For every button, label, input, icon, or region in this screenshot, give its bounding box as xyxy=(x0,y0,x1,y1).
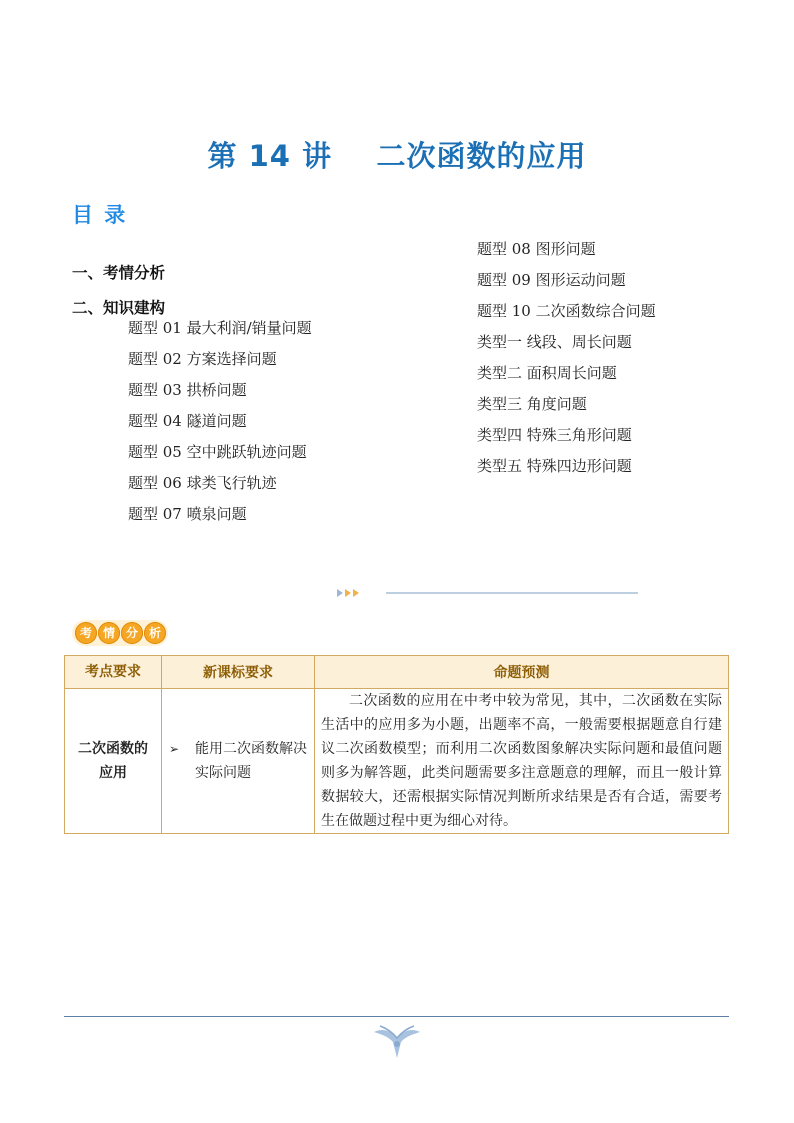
section-divider xyxy=(80,586,640,600)
arrow-icon xyxy=(337,589,343,597)
toc-item[interactable]: 题型 05 空中跳跃轨迹问题 xyxy=(128,443,307,461)
exam-analysis-badge xyxy=(72,620,168,646)
header-curriculum: 新课标要求 xyxy=(162,656,315,689)
toc-section-analysis[interactable]: 一、考情分析 xyxy=(72,264,166,282)
toc-item[interactable]: 题型 06 球类飞行轨迹 xyxy=(128,474,277,492)
toc-item[interactable]: 题型 04 隧道问题 xyxy=(128,412,247,430)
bullet-arrow-icon: ➢ xyxy=(169,742,180,756)
badge-char: 分 xyxy=(121,622,143,644)
cell-topic xyxy=(65,689,162,834)
toc-left-list xyxy=(128,313,312,530)
cell-requirement xyxy=(162,689,315,834)
toc-item[interactable]: 题型 09 图形运动问题 xyxy=(477,271,626,289)
toc-item[interactable]: 题型 02 方案选择问题 xyxy=(128,350,277,368)
badge-char: 情 xyxy=(98,622,120,644)
requirement-text: 能用二次函数解决实际问题 xyxy=(195,741,307,781)
badge-char: 析 xyxy=(144,622,166,644)
toc-item[interactable]: 类型四 特殊三角形问题 xyxy=(477,426,632,444)
toc-right-list xyxy=(477,234,656,482)
cell-prediction: 二次函数的应用在中考中较为常见，其中，二次函数在实际生活中的应用多为小题，出题率不高，一般需要根据题意自行建议二次函数模型；而利用二次函数图象解决实际问题和最值问题则多为解答题，此类问题需要多注意题意的理解，而且一般计算数据较大，还需根据实际情况判断所求结果是否有合适，需要考生在做题过程中更为细心对待。 xyxy=(315,689,729,834)
badge-char: 考 xyxy=(75,622,97,644)
toc-item[interactable]: 题型 07 喷泉问题 xyxy=(128,505,247,523)
header-prediction: 命题预测 xyxy=(315,656,729,689)
toc-item[interactable]: 类型五 特殊四边形问题 xyxy=(477,457,632,475)
page-title: 第 14 讲 二次函数的应用 xyxy=(207,139,587,173)
toc-item[interactable]: 题型 10 二次函数综合问题 xyxy=(477,302,656,320)
arrow-icon xyxy=(353,589,359,597)
table-header-row xyxy=(65,656,729,689)
header-exam-point: 考点要求 xyxy=(65,656,162,689)
table-row xyxy=(65,689,729,834)
toc-item[interactable]: 类型三 角度问题 xyxy=(477,395,587,413)
topic-text: 二次函数的应用 xyxy=(78,741,148,781)
exam-requirements-table xyxy=(64,655,729,834)
toc-item[interactable]: 题型 08 图形问题 xyxy=(477,240,596,258)
toc-item[interactable]: 题型 03 拱桥问题 xyxy=(128,381,247,399)
toc-heading: 目 录 xyxy=(72,203,128,227)
footer-logo-icon xyxy=(372,1024,422,1060)
toc-item[interactable]: 类型二 面积周长问题 xyxy=(477,364,617,382)
toc-item[interactable]: 题型 01 最大利润/销量问题 xyxy=(128,319,312,337)
arrow-icon xyxy=(345,589,351,597)
toc-section-knowledge[interactable]: 二、知识建构 xyxy=(72,299,166,317)
footer-divider xyxy=(64,1016,729,1017)
toc-item[interactable]: 类型一 线段、周长问题 xyxy=(477,333,632,351)
